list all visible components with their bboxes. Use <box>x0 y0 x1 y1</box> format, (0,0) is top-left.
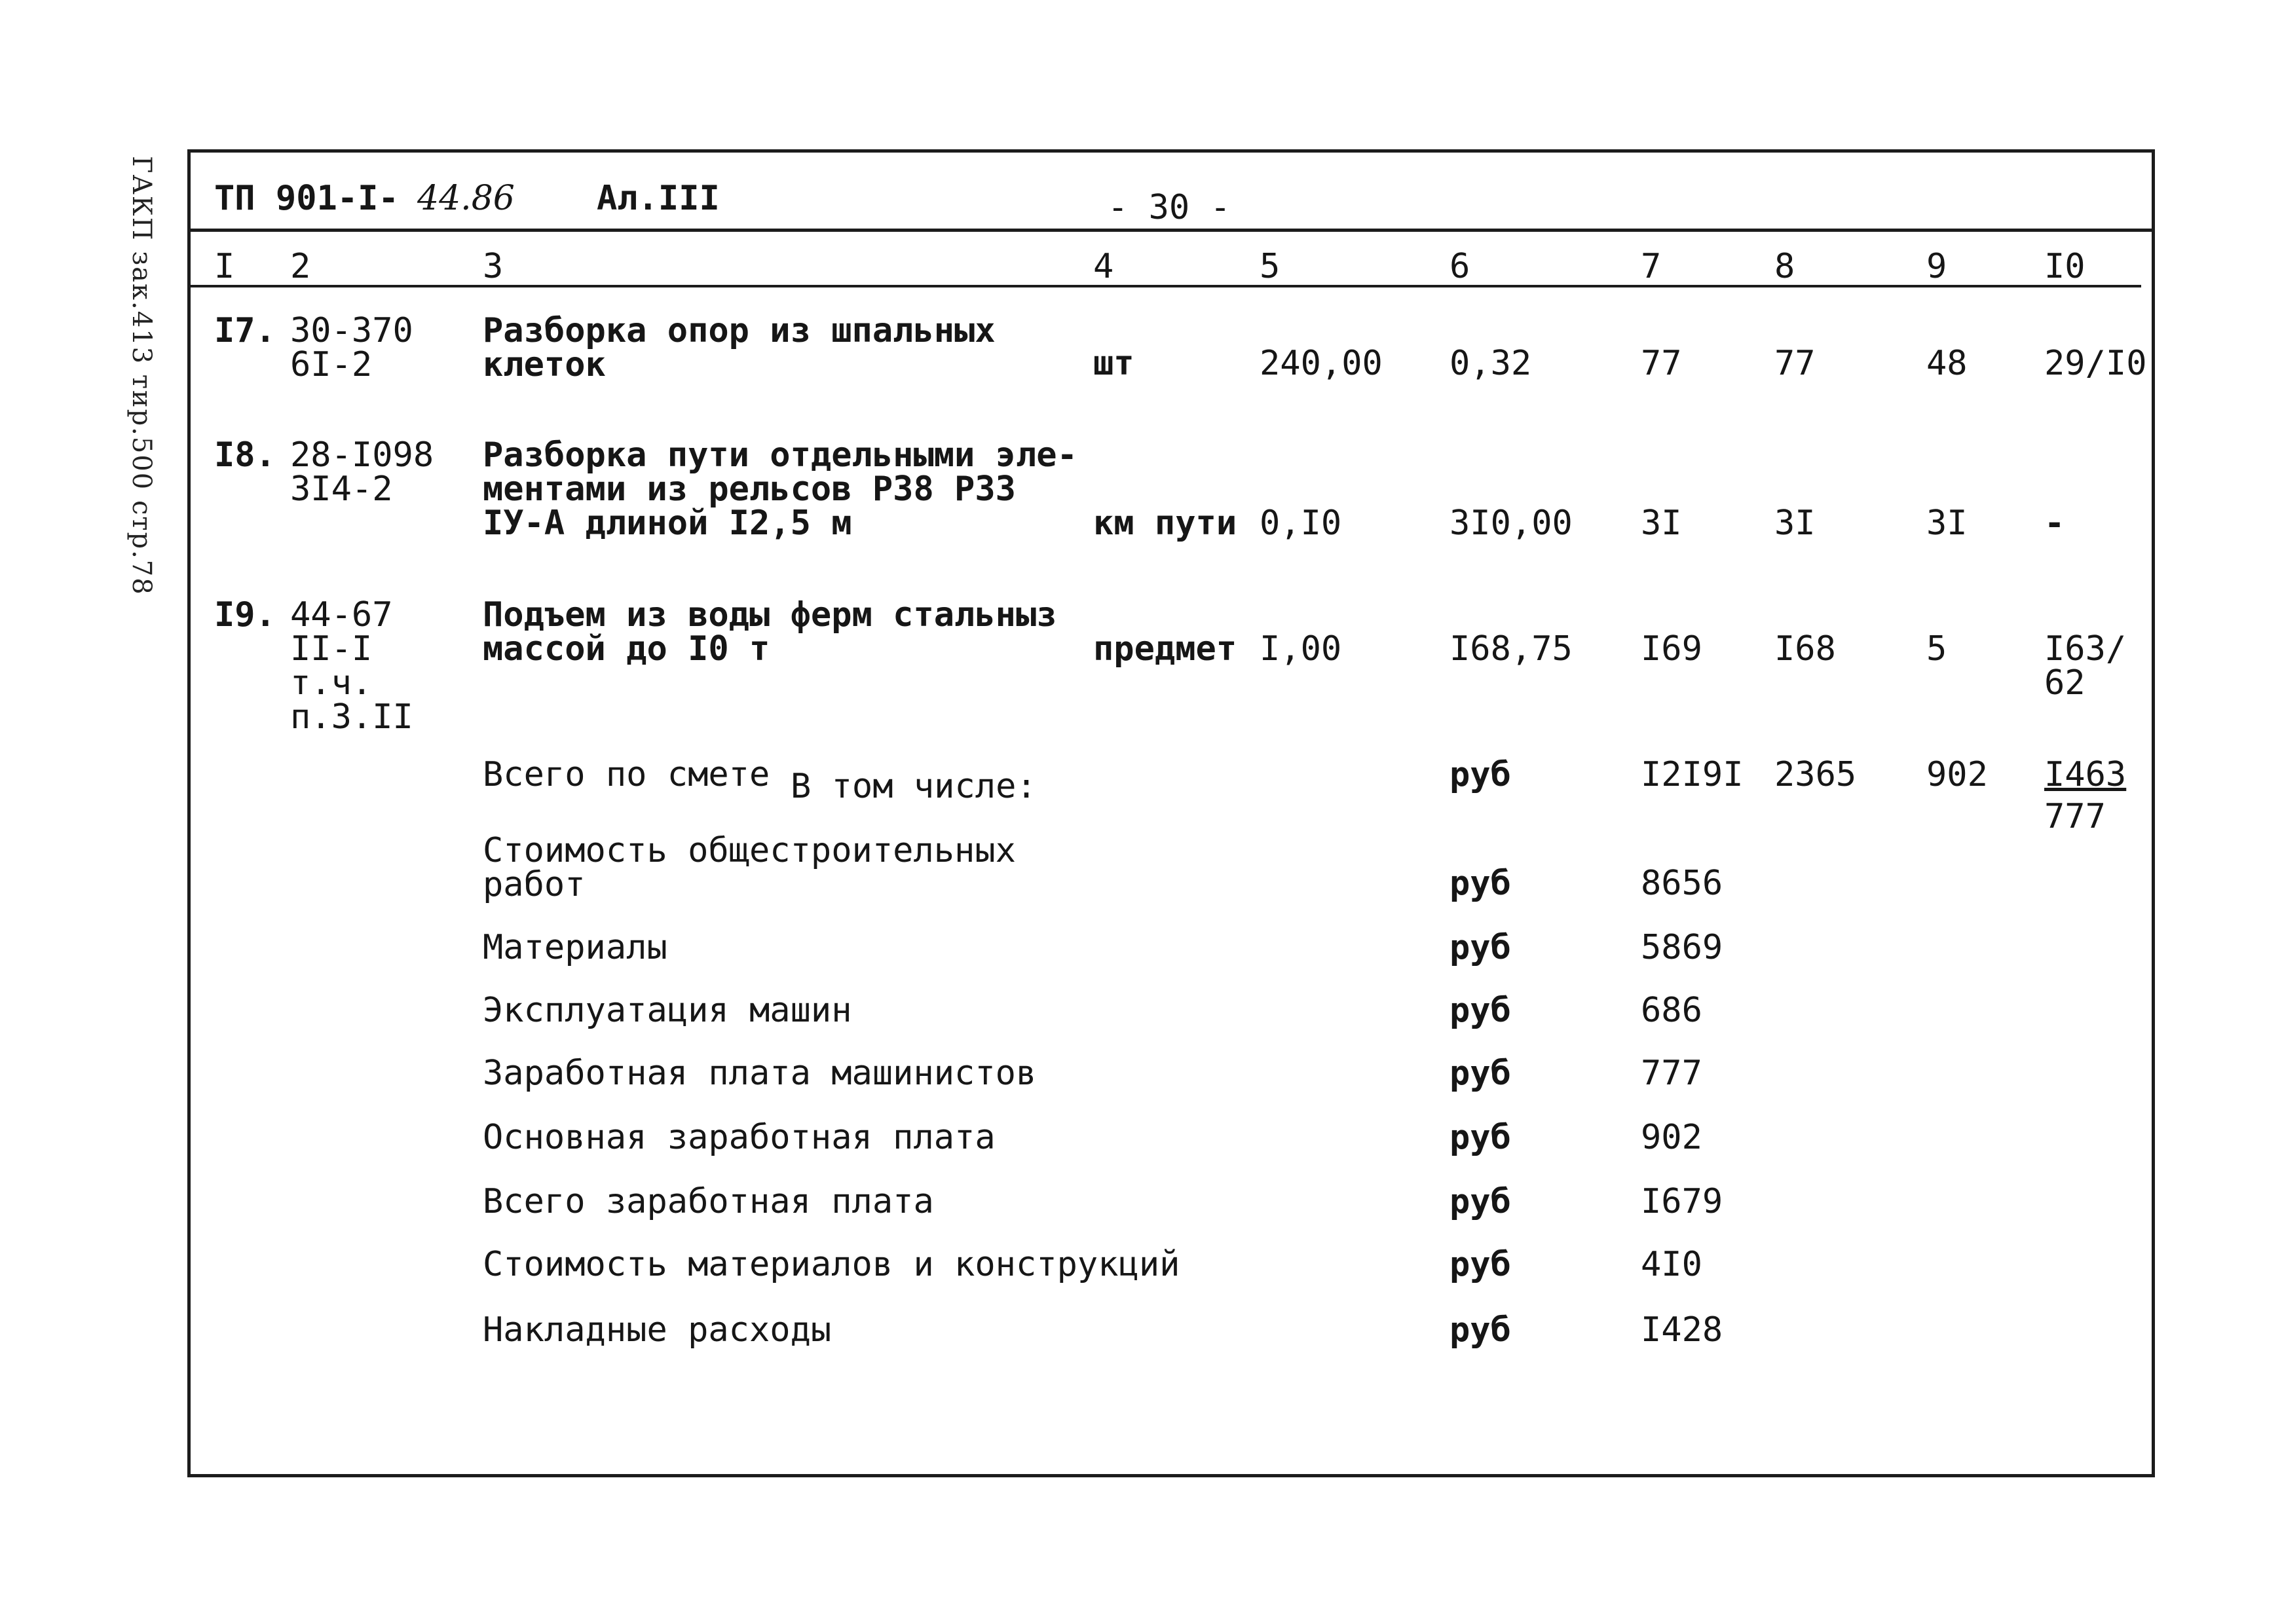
column-number: 9 <box>1926 247 1947 286</box>
column-number: 4 <box>1093 247 1114 286</box>
total-label: Всего по смете <box>483 755 770 794</box>
col-9-value: 902 <box>1926 755 1988 794</box>
price-code: 44-67 II-I т.ч. п.3.II <box>290 595 413 737</box>
work-description: Разборка пути отдельными эле- ментами из рельсов Р38 Р33 IУ-А длиной I2,5 м <box>483 435 1077 543</box>
breakdown-label: Стоимость общестроительных работ <box>483 831 1016 904</box>
quantity: 240,00 <box>1260 344 1383 383</box>
breakdown-value: 4I0 <box>1641 1245 1702 1284</box>
column-number: I0 <box>2044 247 2086 286</box>
quantity: I,00 <box>1260 629 1342 669</box>
unit: руб <box>1450 1054 1511 1093</box>
header-divider <box>191 229 2152 232</box>
column-number: 8 <box>1774 247 1795 286</box>
col-8-value: I68 <box>1774 629 1836 669</box>
page-number: - 30 - <box>1108 188 1231 227</box>
unit: руб <box>1450 991 1511 1030</box>
print-stamp: ГАКП зак.413 тир.500 стр.78 <box>126 156 157 596</box>
price-code: 30-370 6I-2 <box>290 311 413 384</box>
unit: руб <box>1450 1118 1511 1157</box>
column-number: 3 <box>483 247 504 286</box>
unit: руб <box>1450 864 1511 903</box>
unit-price: 0,32 <box>1450 344 1532 383</box>
unit: руб <box>1450 1310 1511 1350</box>
breakdown-value: 8656 <box>1641 864 1723 903</box>
price-code: 28-I098 3I4-2 <box>290 435 434 509</box>
breakdown-label: Эксплуатация машин <box>483 991 852 1030</box>
col-7-value: I69 <box>1641 629 1702 669</box>
col-9-value: 5 <box>1926 629 1947 669</box>
row-number: I9. <box>214 595 276 635</box>
document-code-handwritten: 44.86 <box>417 179 515 218</box>
estimate-sheet <box>187 149 2155 1477</box>
col-7-value: 77 <box>1641 344 1682 383</box>
col-10-value: 29/I0 <box>2044 344 2147 383</box>
column-number: I <box>214 247 235 286</box>
breakdown-label: Заработная плата машинистов <box>483 1054 1037 1093</box>
breakdown-label: Основная заработная плата <box>483 1118 996 1157</box>
document-code: ТП 901-I- <box>214 179 399 218</box>
unit: руб <box>1450 755 1511 794</box>
col-10-value-bottom: 777 <box>2044 797 2106 836</box>
row-number: I8. <box>214 435 276 475</box>
unit: км пути <box>1093 504 1237 543</box>
breakdown-value: I428 <box>1641 1310 1723 1350</box>
col-10-value-top: I463 <box>2044 755 2127 794</box>
col-9-value: 48 <box>1926 344 1968 383</box>
unit: руб <box>1450 1182 1511 1221</box>
breakdown-value: 686 <box>1641 991 1702 1030</box>
breakdown-label: Накладные расходы <box>483 1310 832 1350</box>
album-number: Ал.III <box>597 179 720 218</box>
unit-price: 3I0,00 <box>1450 504 1573 543</box>
col-10-value: I63/ 62 <box>2044 629 2127 703</box>
unit-price: I68,75 <box>1450 629 1573 669</box>
breakdown-label: Стоимость материалов и конструкций <box>483 1245 1180 1284</box>
work-description: Подъем из воды ферм стальныз массой до I0 т <box>483 595 1057 669</box>
breakdown-label: Всего заработная плата <box>483 1182 934 1221</box>
work-description: Разборка опор из шпальных клеток <box>483 311 996 384</box>
col-8-value: 2365 <box>1774 755 1857 794</box>
column-number: 5 <box>1260 247 1281 286</box>
unit: руб <box>1450 1245 1511 1284</box>
col-9-value: 3I <box>1926 504 1968 543</box>
col-7-value: I2I9I <box>1641 755 1744 794</box>
column-number: 2 <box>290 247 311 286</box>
breakdown-value: 777 <box>1641 1054 1702 1093</box>
col-8-value: 3I <box>1774 504 1816 543</box>
row-number: I7. <box>214 311 276 350</box>
unit: предмет <box>1093 629 1237 669</box>
unit: руб <box>1450 928 1511 967</box>
quantity: 0,I0 <box>1260 504 1342 543</box>
col-7-value: 3I <box>1641 504 1682 543</box>
col-8-value: 77 <box>1774 344 1816 383</box>
column-number: 7 <box>1641 247 1662 286</box>
breakdown-value: 5869 <box>1641 928 1723 967</box>
breakdown-value: I679 <box>1641 1182 1723 1221</box>
total-sub-label: В том числе: <box>791 767 1037 806</box>
unit: шт <box>1093 344 1134 383</box>
column-number: 6 <box>1450 247 1470 286</box>
breakdown-value: 902 <box>1641 1118 1702 1157</box>
breakdown-label: Материалы <box>483 928 667 967</box>
col-10-value: - <box>2044 504 2065 543</box>
